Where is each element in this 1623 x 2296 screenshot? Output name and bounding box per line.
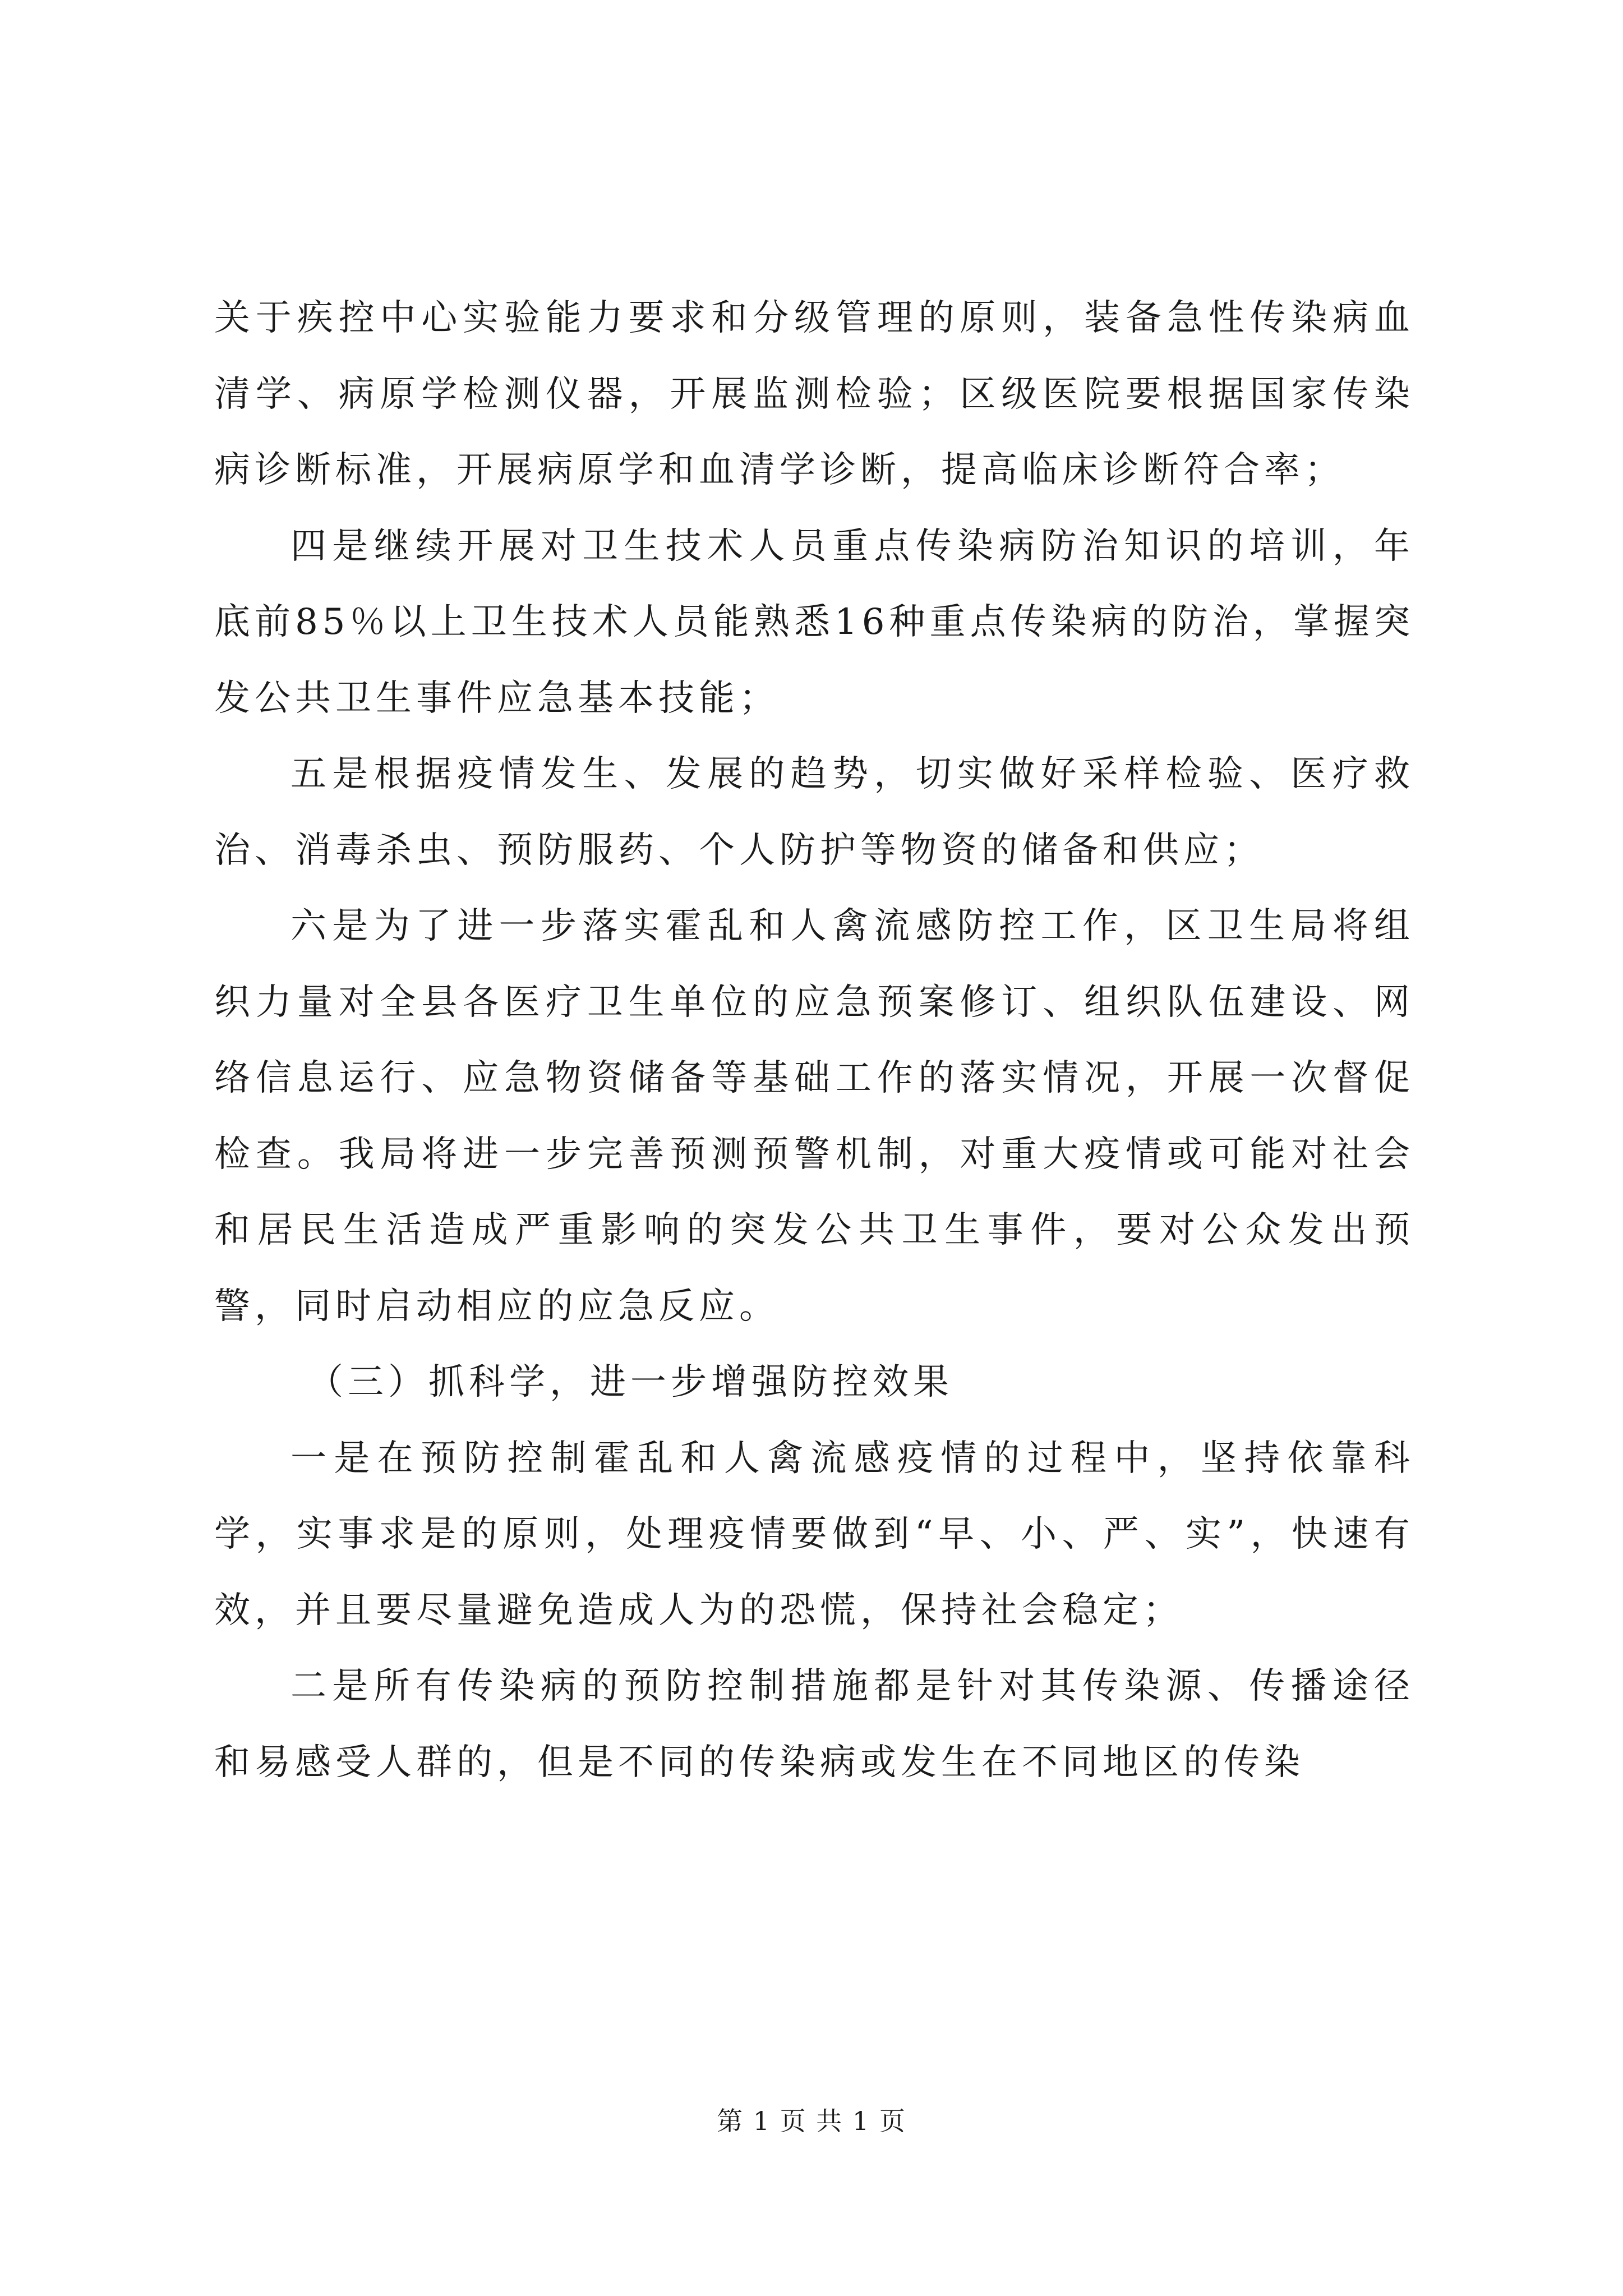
paragraph-item-two-measures: 二是所有传染病的预防控制措施都是针对其传染源、传播途径和易感受人群的，但是不同的传染病或发生在不同地区的传染: [214, 1665, 1414, 1783]
paragraph-lab-capacity: 关于疾控中心实验能力要求和分级管理的原则，装备急性传染病血清学、病原学检测仪器，开展监测检验；区级医院要根据国家传染病诊断标准，开展病原学和血清学诊断，提高临床诊断符合率；: [214, 297, 1414, 491]
document-body: [214, 280, 1414, 1801]
paragraph-item-four-training: 四是继续开展对卫生技术人员重点传染病防治知识的培训，年底前85％以上卫生技术人员能熟悉16种重点传染病的防治，掌握突发公共卫生事件应急基本技能；: [214, 525, 1414, 719]
paragraph-item-one-science: 一是在预防控制霍乱和人禽流感疫情的过程中，坚持依靠科学，实事求是的原则，处理疫情要做到“早、小、严、实”，快速有效，并且要尽量避免造成人为的恐慌，保持社会稳定；: [214, 1437, 1414, 1631]
paragraph-item-five-supplies: 五是根据疫情发生、发展的趋势，切实做好采样检验、医疗救治、消毒杀虫、预防服药、个人防护等物资的储备和供应；: [214, 753, 1414, 871]
page-footer: 第 1 页 共 1 页: [717, 2106, 906, 2136]
section-heading-science: （三）抓科学，进一步增强防控效果: [307, 1361, 953, 1403]
paragraph-item-six-inspection: 六是为了进一步落实霍乱和人禽流感防控工作，区卫生局将组织力量对全县各医疗卫生单位的应急预案修订、组织队伍建设、网络信息运行、应急物资储备等基础工作的落实情况，开展一次督促检查。我局将进一步完善预测预警机制，对重大疫情或可能对社会和居民生活造成严重影响的突发公共卫生事件，要对公众发出预警，同时启动相应的应急反应。: [214, 905, 1414, 1327]
